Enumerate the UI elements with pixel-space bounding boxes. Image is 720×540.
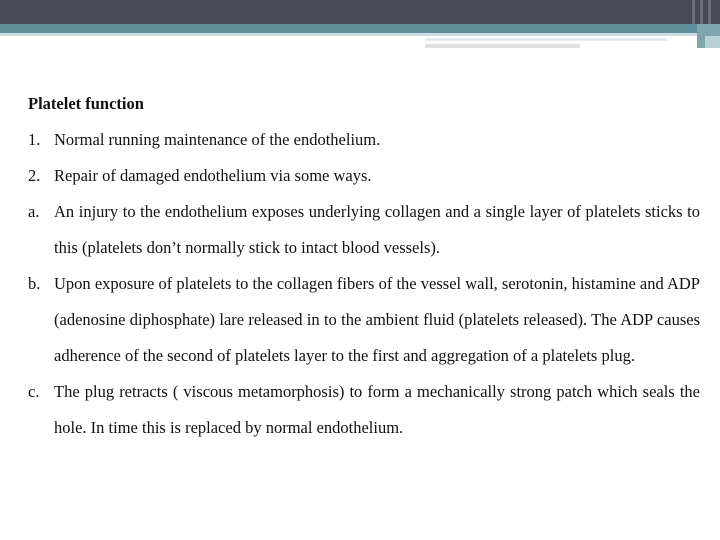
- list-item: [28, 266, 700, 374]
- decorative-line: [425, 38, 667, 41]
- list-marker: c.: [28, 382, 40, 401]
- accent-band: [0, 24, 720, 33]
- corner-block: [705, 36, 720, 48]
- list-item: [28, 158, 700, 194]
- header-stripe: [708, 0, 711, 24]
- list-marker: a.: [28, 202, 40, 221]
- list-item-text: Normal running maintenance of the endothelium.: [54, 130, 381, 149]
- list-item: [28, 194, 700, 266]
- list-marker: b.: [28, 274, 41, 293]
- list-item-text: Repair of damaged endothelium via some ways.: [54, 166, 372, 185]
- list-item: [28, 122, 700, 158]
- list-item-text: Upon exposure of platelets to the collagen fibers of the vessel wall, serotonin, histamine and ADP (adenosine diphosphate) lare released in to the ambient fluid (platelets released). The ADP causes adherence of the second of platelets layer to the first and aggregation of a platelets plug.: [54, 274, 700, 365]
- header-stripe: [692, 0, 695, 24]
- list-item: [28, 374, 700, 446]
- list-marker: 2.: [28, 166, 41, 185]
- accent-band-light: [0, 33, 720, 36]
- header-bar: [0, 0, 720, 24]
- list-marker: 1.: [28, 130, 41, 149]
- header-stripe: [700, 0, 703, 24]
- slide-body: [28, 86, 700, 446]
- slide-heading: Platelet function: [28, 94, 144, 113]
- list-item-text: The plug retracts ( viscous metamorphosis) to form a mechanically strong patch which seals the hole. In time this is replaced by normal endothelium.: [54, 382, 700, 437]
- list-item-text: An injury to the endothelium exposes underlying collagen and a single layer of platelets sticks to this (platelets don’t normally stick to intact blood vessels).: [54, 202, 700, 257]
- decorative-line: [425, 44, 580, 48]
